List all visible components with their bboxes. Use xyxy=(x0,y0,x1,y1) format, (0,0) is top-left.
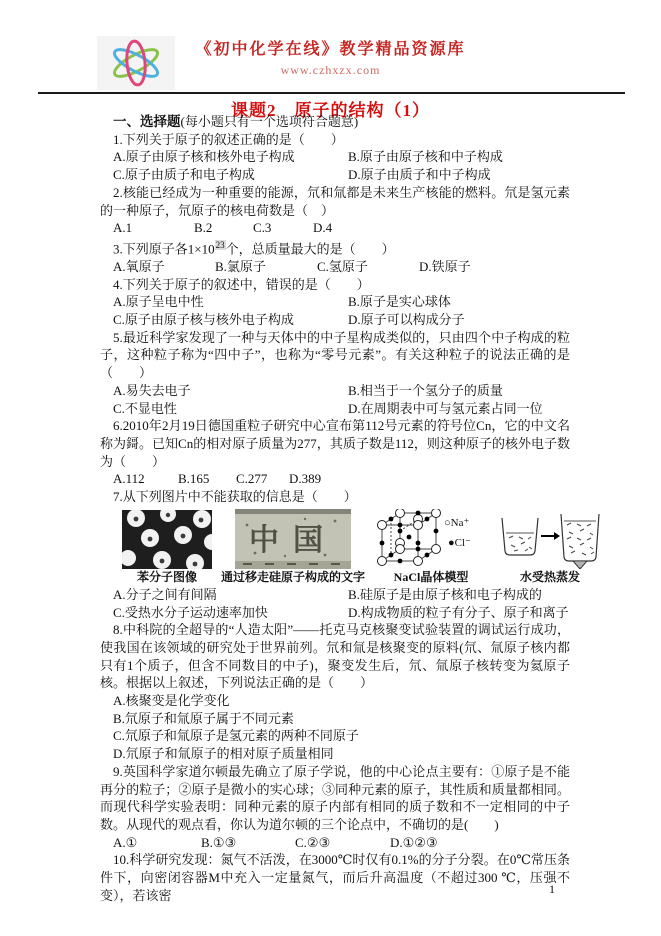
q1-option-d: D.原子由质子和中子构成 xyxy=(348,167,491,183)
question-6-text: 6.2010年2月19日德国重粒子研究中心宣布第112号元素的符号位Cn，它的中文名称为鎶。已知Cn的相对原子质量为277，其质子数是112，则这种原子的核外电子数为（ ） xyxy=(100,418,570,469)
question-9-options xyxy=(100,834,570,852)
q3-exponent: 23 xyxy=(215,239,225,250)
q6-option-c: C.277 xyxy=(236,471,268,487)
nacl-legend-cl: ●Cl⁻ xyxy=(448,536,471,549)
silicon-figure-text: 中国 xyxy=(249,523,337,557)
question-10-text: 10.科学研究发现：氮气不活泼，在3000℃时仅有0.1%的分子分裂。在0℃常压条件下，向密闭容器M中充入一定量氮气，而后升高温度（不超过300 ℃，压强不变），若该密 xyxy=(100,852,570,903)
nacl-legend-na: ○Na⁺ xyxy=(444,516,470,529)
page-number: 1 xyxy=(549,882,555,896)
question-4-options-ab xyxy=(100,293,570,311)
q5-option-b: B.相当于一个氢分子的质量 xyxy=(348,382,503,398)
q3-option-d: D.铁原子 xyxy=(419,258,471,274)
benzene-caption: 苯分子图像 xyxy=(136,569,197,584)
q7-option-d: D.构成物质的粒子有分子、原子和离子 xyxy=(348,604,569,620)
nacl-model-figure xyxy=(374,509,488,585)
q1-option-a: A.原子由原子核和核外电子构成 xyxy=(113,149,295,165)
header-divider xyxy=(38,92,625,94)
evaporation-figure xyxy=(497,509,603,585)
q8-option-a: A.核聚变是化学变化 xyxy=(113,693,230,709)
evaporation-caption: 水受热蒸发 xyxy=(520,569,581,584)
q5-option-a: A.易失去电子 xyxy=(113,382,191,398)
q5-option-d: D.在周期表中可与氢元素占同一位 xyxy=(348,400,543,416)
q8-option-d: D.氘原子和氚原子的相对原子质量相同 xyxy=(113,746,334,762)
q3-option-a: A.氧原子 xyxy=(113,258,165,274)
question-7-figures xyxy=(122,509,581,585)
page-title: 课题2 原子的结构（1） xyxy=(231,101,430,120)
silicon-atoms-figure xyxy=(221,509,365,585)
site-title: 《初中化学在线》教学精品资源库 xyxy=(195,41,466,58)
question-6-options xyxy=(100,470,570,488)
q9-option-b: B.①③ xyxy=(201,834,237,850)
q6-option-d: D.389 xyxy=(289,471,322,487)
q1-option-b: B.原子由原子核和中子构成 xyxy=(348,149,503,165)
benzene-stm-figure xyxy=(122,510,212,585)
q7-option-a: A.分子之间有间隔 xyxy=(113,586,217,602)
question-3-options xyxy=(100,258,570,276)
q2-option-b: B.2 xyxy=(194,220,213,236)
nacl-caption: NaCl晶体模型 xyxy=(393,569,469,584)
q2-option-d: D.4 xyxy=(313,220,333,236)
q4-option-c: C.原子由原子核与核外电子构成 xyxy=(113,312,294,328)
question-5-options-ab xyxy=(100,382,570,400)
section-heading xyxy=(100,113,570,131)
q9-option-d: D.①②③ xyxy=(390,834,438,850)
site-header xyxy=(0,36,661,78)
silicon-text-image xyxy=(235,509,351,569)
question-5-options-cd xyxy=(100,400,570,418)
question-list xyxy=(100,113,581,904)
nacl-crystal-image xyxy=(374,509,488,569)
section-label: 一、选择题 xyxy=(113,114,181,129)
q9-option-c: C.②③ xyxy=(295,834,331,850)
question-4-text: 4.下列关于原子的叙述中，错误的是（ ） xyxy=(113,276,370,292)
question-8-text: 8.中科院的全超导的“人造太阳”――托克马克核聚变试验装置的调试运行成功，使我国在该领域的研究处于世界前列。氘和氚是核聚变的原料(氘、氚原子核内都只有1个质子，但含不同数目的中子)，聚变发生后，氘、氚原子核转变为氦原子核。根据以上叙述，下列说法正确的是（ ） xyxy=(100,622,570,691)
q3-option-b: B.氯原子 xyxy=(215,258,266,274)
question-4-options-cd xyxy=(100,311,570,329)
q8-option-c: C.氘原子和氚原子是氢元素的两种不同原子 xyxy=(113,728,359,744)
q3-option-c: C.氢原子 xyxy=(317,258,368,274)
question-1-options-ab xyxy=(100,148,570,166)
q3-text-post: 个，总质量最大的是（ ） xyxy=(225,241,395,257)
question-1-text: 1.下列关于原子的叙述正确的是（ ） xyxy=(113,131,344,147)
q2-option-c: C.3 xyxy=(253,220,272,236)
question-7-options-cd xyxy=(100,604,570,622)
question-3-text xyxy=(100,237,570,258)
q6-option-b: B.165 xyxy=(178,471,210,487)
benzene-molecule-image xyxy=(122,510,212,569)
atom-logo-icon xyxy=(101,38,171,88)
q8-option-b: B.氘原子和氚原子属于不同元素 xyxy=(113,710,294,726)
question-9-text: 9.英国科学家道尔顿最先确立了原子学说，他的中心论点主要有：①原子是不能再分的粒子；②原子是微小的实心球；③同种元素的原子，其性质和质量都相同。而现代科学实验表明：同种元素的原子内部有相同的质子数和不一定相同的中子数。从现代的观点看，你认为道尔顿的三个论点中，不确切的是( ) xyxy=(100,763,570,832)
q4-option-a: A.原子呈电中性 xyxy=(113,294,204,310)
question-1-options-cd xyxy=(100,166,570,184)
question-2-options xyxy=(100,219,570,237)
water-evaporation-image xyxy=(497,509,603,569)
q7-option-b: B.硅原子是由原子核和电子构成的 xyxy=(348,586,542,602)
question-2-text: 2.核能已经成为一种重要的能源，氘和氚都是未来生产核能的燃料。氘是氢元素的一种原子，氘原子的核电荷数是（ ） xyxy=(100,184,570,218)
q5-option-c: C.不显电性 xyxy=(113,400,177,416)
q1-option-c: C.原子由质子和电子构成 xyxy=(113,167,255,183)
q3-text-pre: 3.下列原子各1×10 xyxy=(113,241,215,257)
section-note: (每小题只有一个选项符合题意) xyxy=(180,114,359,129)
q4-option-b: B.原子是实心球体 xyxy=(348,294,451,310)
q6-option-a: A.112 xyxy=(113,471,145,487)
site-url: www.czhxzx.com xyxy=(280,63,381,77)
q9-option-a: A.① xyxy=(113,834,138,850)
question-7-text: 7.从下列图片中不能获取的信息是（ ） xyxy=(113,489,357,505)
site-logo xyxy=(97,36,175,90)
q2-option-a: A.1 xyxy=(113,220,133,236)
question-7-options-ab xyxy=(100,586,570,604)
q7-option-c: C.受热水分子运动速率加快 xyxy=(113,604,268,620)
question-5-text: 5.最近科学家发现了一种与天体中的中子星构成类似的，只由四个中子构成的粒子，这种粒子称为“四中子”，也称为“零号元素”。有关这种粒子的说法正确的是（ ） xyxy=(100,329,570,381)
silicon-caption: 通过移走硅原子构成的文字 xyxy=(221,569,366,584)
q4-option-d: D.原子可以构成分子 xyxy=(348,312,465,328)
